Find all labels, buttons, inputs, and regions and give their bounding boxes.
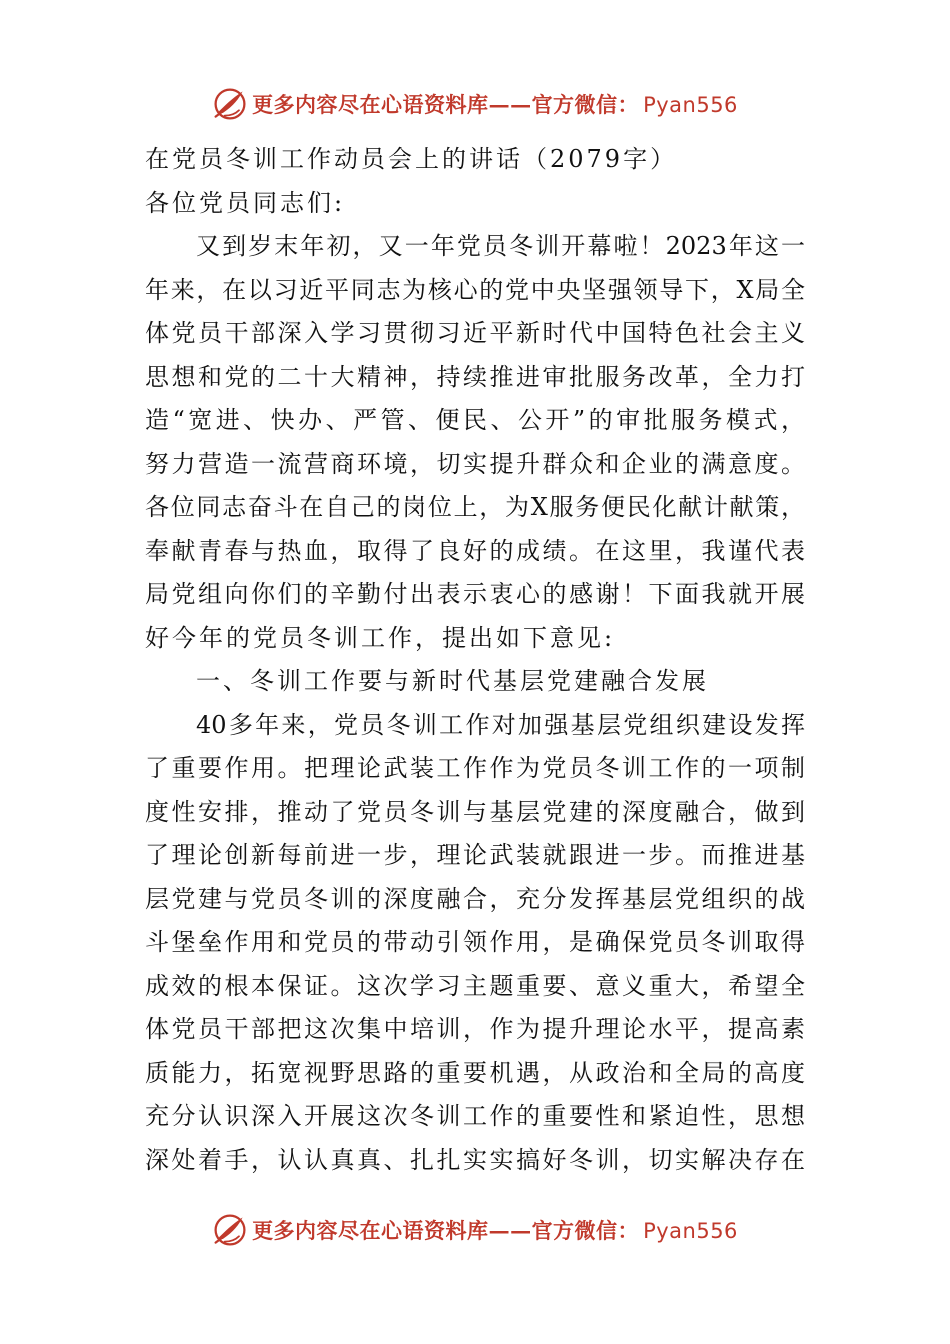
paragraph-line: 思想和党的二十大精神，持续推进审批服务改革，全力打 (145, 362, 805, 391)
paragraph-line: 深处着手，认认真真、扎扎实实搞好冬训，切实解决存在 (145, 1145, 805, 1174)
banner-wechat-id: Pyan556 (643, 93, 738, 117)
paragraph-line: 又到岁末年初，又一年党员冬训开幕啦！2023年这一 (196, 232, 805, 260)
banner-text (252, 89, 738, 119)
banner-site-text: 更多内容尽在心语资料库 (252, 1218, 489, 1243)
paragraph-line: 好今年的党员冬训工作，提出如下意见: (145, 623, 616, 652)
quill-pen-logo-icon (212, 1212, 248, 1248)
salutation: 各位党员同志们: (145, 188, 346, 217)
paragraph-line: 度性安排，推动了党员冬训与基层党建的深度融合，做到 (145, 797, 805, 826)
paragraph-line: 造“宽进、快办、严管、便民、公开”的审批服务模式， (145, 406, 805, 434)
paragraph-line: 成效的根本保证。这次学习主题重要、意义重大，希望全 (145, 971, 805, 1000)
paragraph-line: 体党员干部把这次集中培训，作为提升理论水平，提高素 (145, 1015, 805, 1043)
header-watermark-banner (0, 84, 950, 124)
paragraph-line: 年来，在以习近平同志为核心的党中央坚强领导下，X局全 (145, 275, 805, 304)
footer-watermark-banner (0, 1210, 950, 1250)
banner-wechat-id: Pyan556 (643, 1219, 738, 1243)
paragraph-line: 奉献青春与热血，取得了良好的成绩。在这里，我谨代表 (145, 536, 805, 565)
document-body (145, 138, 805, 1182)
banner-site-text: 更多内容尽在心语资料库 (252, 92, 489, 117)
section-heading: 一、冬训工作要与新时代基层党建融合发展 (196, 667, 709, 695)
paragraph-line: 局党组向你们的辛勤付出表示衷心的感谢！下面我就开展 (145, 580, 805, 608)
banner-text (252, 1215, 738, 1245)
paragraph-line: 各位同志奋斗在自己的岗位上，为X服务便民化献计献策， (145, 493, 805, 521)
quill-pen-logo-icon (212, 86, 248, 122)
paragraph-line: 努力营造一流营商环境，切实提升群众和企业的满意度。 (145, 449, 805, 478)
paragraph-line: 充分认识深入开展这次冬训工作的重要性和紧迫性，思想 (145, 1102, 805, 1130)
banner-wechat-label: 官方微信： (531, 1218, 640, 1243)
banner-dash: —— (488, 1218, 532, 1243)
paragraph-line: 斗堡垒作用和党员的带动引领作用，是确保党员冬训取得 (145, 928, 805, 956)
paragraph-line: 层党建与党员冬训的深度融合，充分发挥基层党组织的战 (145, 884, 805, 913)
banner-wechat-label: 官方微信： (531, 92, 640, 117)
document-title: 在党员冬训工作动员会上的讲话（2079字） (145, 145, 678, 173)
paragraph-line: 了重要作用。把理论武装工作作为党员冬训工作的一项制 (145, 754, 805, 782)
paragraph-line: 40多年来，党员冬训工作对加强基层党组织建设发挥 (196, 710, 805, 739)
paragraph-line: 体党员干部深入学习贯彻习近平新时代中国特色社会主义 (145, 319, 805, 347)
paragraph-line: 质能力，拓宽视野思路的重要机遇，从政治和全局的高度 (145, 1058, 805, 1087)
banner-dash: —— (488, 92, 532, 117)
paragraph-line: 了理论创新每前进一步，理论武装就跟进一步。而推进基 (145, 841, 805, 869)
